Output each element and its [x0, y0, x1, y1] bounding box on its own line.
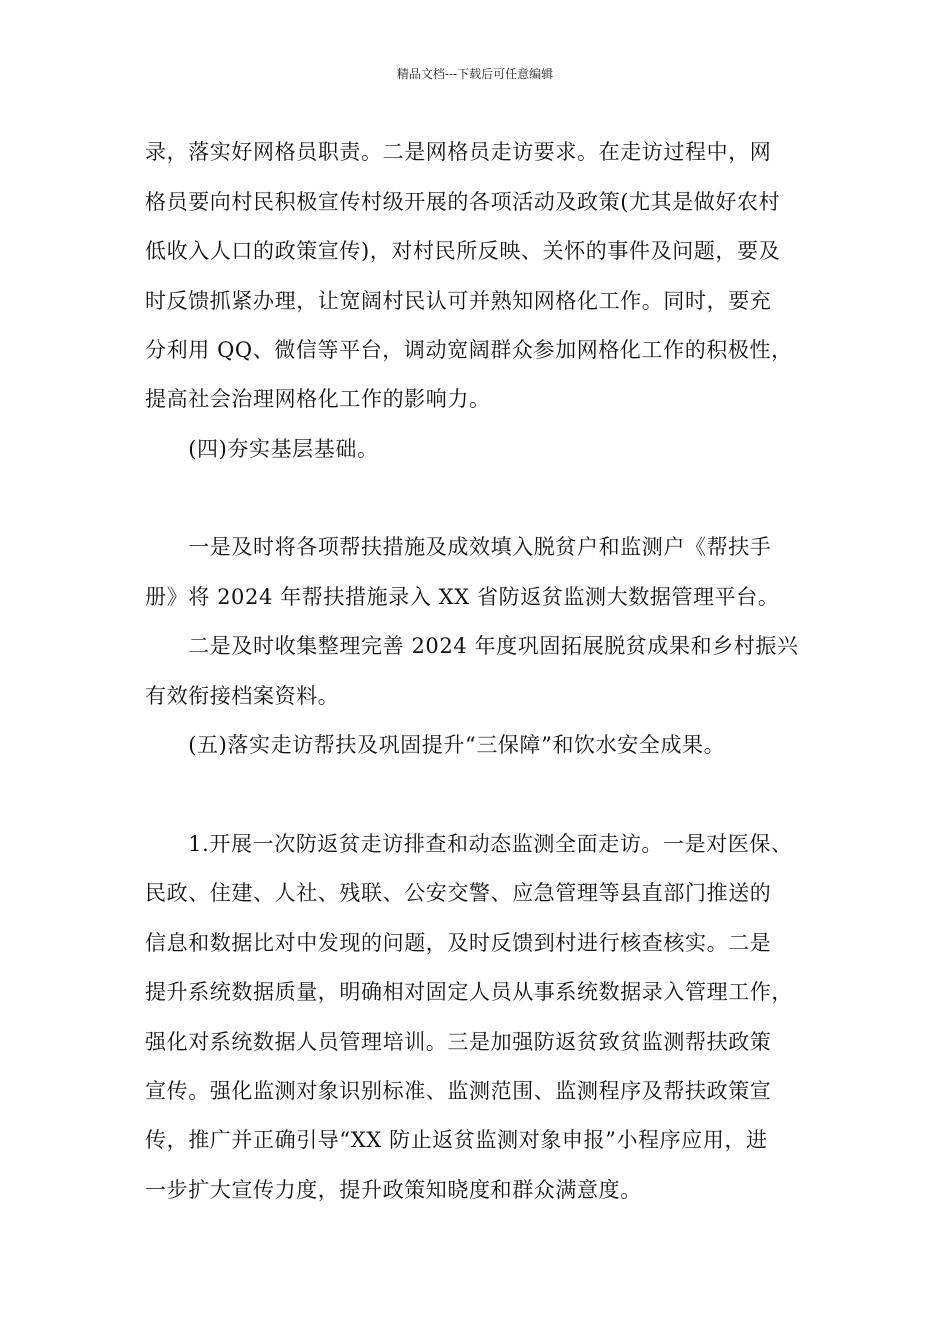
body-line: 格员要向村民积极宣传村级开展的各项活动及政策(尤其是做好农村 [145, 190, 781, 214]
section-heading-4: (四)夯实基层基础。 [145, 437, 379, 461]
body-line: 一步扩大宣传力度，提升政策知晓度和群众满意度。 [145, 1178, 642, 1202]
body-line: 1.开展一次防返贫走访排查和动态监测全面走访。一是对医保、 [145, 832, 793, 856]
body-line: 低收入人口的政策宣传)，对村民所反映、关怀的事件及问题，要及 [145, 239, 781, 263]
body-line: 宣传。强化监测对象识别标准、监测范围、监测程序及帮扶政策宣 [145, 1079, 772, 1103]
body-line: 有效衔接档案资料。 [145, 684, 340, 708]
body-line: 提升系统数据质量，明确相对固定人员从事系统数据录入管理工作， [145, 980, 793, 1004]
body-line: 二是及时收集整理完善 2024 年度巩固拓展脱贫成果和乡村振兴 [145, 634, 799, 658]
body-line: 民政、住建、人社、残联、公安交警、应急管理等县直部门推送的 [145, 881, 772, 905]
body-line: 分利用 QQ、微信等平台，调动宽阔群众参加网格化工作的积极性， [145, 338, 793, 362]
body-line: 强化对系统数据人员管理培训。三是加强防返贫致贫监测帮扶政策 [145, 1030, 772, 1054]
body-line: 时反馈抓紧办理，让宽阔村民认可并熟知网格化工作。同时，要充 [145, 289, 772, 313]
body-line: 传，推广并正确引导“XX 防止返贫监测对象申报”小程序应用，进 [145, 1128, 768, 1152]
body-line: 一是及时将各项帮扶措施及成效填入脱贫户和监测户《帮扶手 [145, 535, 772, 559]
body-line: 录，落实好网格员职责。二是网格员走访要求。在走访过程中，网 [145, 140, 772, 164]
page-header: 精品文档---下载后可任意编辑 [396, 67, 554, 81]
body-line: 提高社会治理网格化工作的影响力。 [145, 387, 491, 411]
section-heading-5: (五)落实走访帮扶及巩固提升“三保障”和饮水安全成果。 [145, 733, 726, 757]
body-line: 册》将 2024 年帮扶措施录入 XX 省防返贫监测大数据管理平台。 [145, 585, 780, 609]
body-line: 信息和数据比对中发现的问题，及时反馈到村进行核查核实。二是 [145, 931, 772, 955]
